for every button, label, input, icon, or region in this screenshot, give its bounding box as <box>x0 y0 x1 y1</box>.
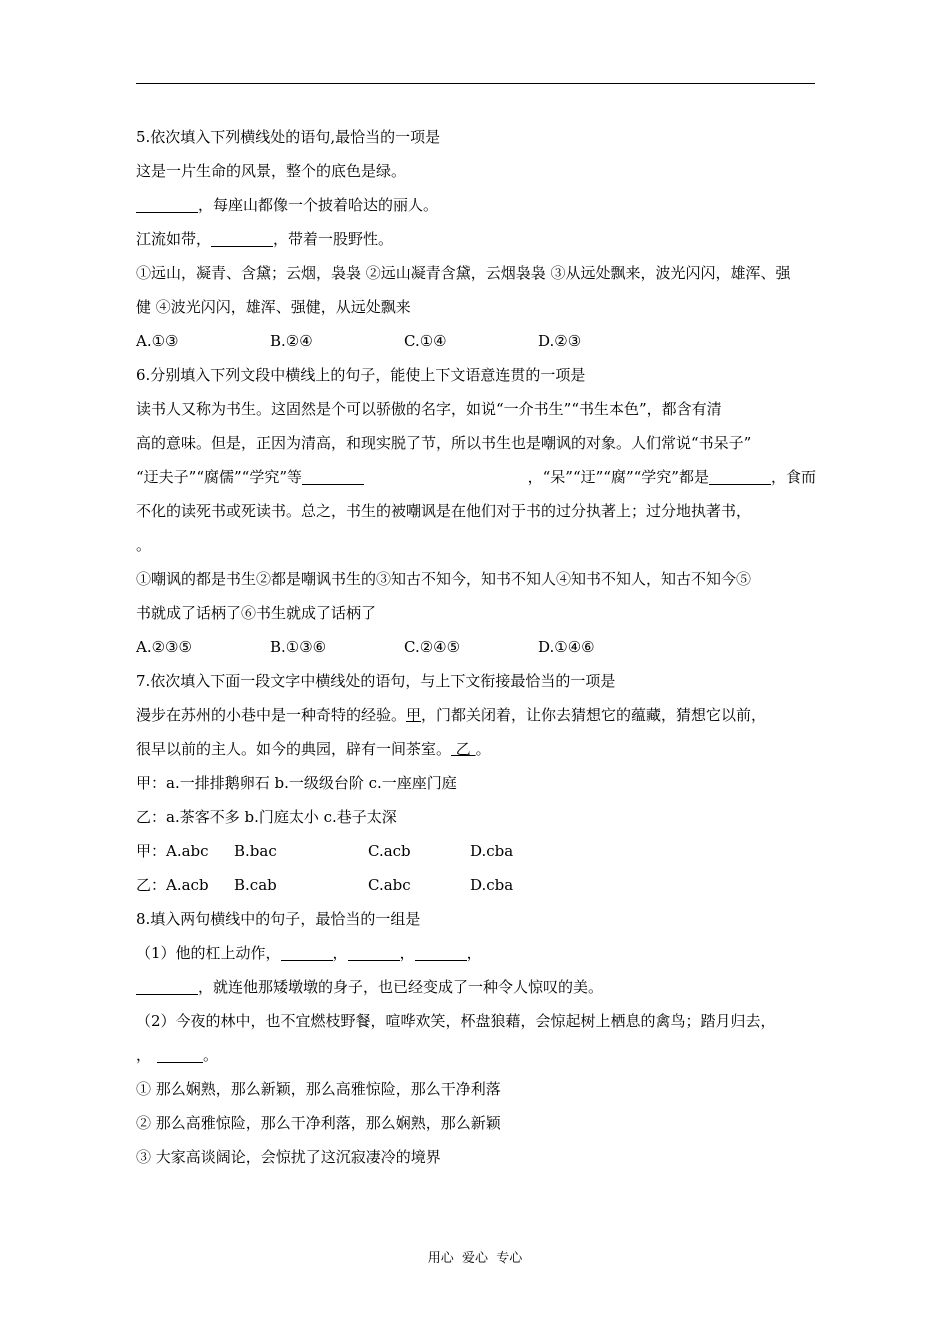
blank <box>348 942 400 961</box>
q8-line-4: ， 。 <box>136 1046 219 1064</box>
page-content <box>136 120 816 1174</box>
q8-choice-1: ① 那么娴熟，那么新颖，那么高雅惊险，那么干净利落 <box>136 1080 501 1098</box>
blank <box>415 942 467 961</box>
option-a: 甲：A.abc <box>136 842 209 860</box>
q5-line-4: ①远山，凝青、含黛；云烟，袅袅 ②远山凝青含黛，云烟袅袅 ③从远处飘来，波光闪闪，雄浑、强 <box>136 264 791 282</box>
blank <box>136 976 198 995</box>
option-b: B.cab <box>234 876 277 894</box>
blank <box>281 942 333 961</box>
q8-title: 8.填入两句横线中的句子，最恰当的一组是 <box>136 910 421 928</box>
option-b: B.bac <box>234 842 277 860</box>
blank <box>136 194 198 213</box>
q5-options <box>136 324 816 358</box>
q7-title: 7.依次填入下面一段文字中横线处的语句，与上下文衔接最恰当的一项是 <box>136 672 616 690</box>
q7-yi: 乙：a.茶客不多 b.门庭太小 c.巷子太深 <box>136 808 397 826</box>
q7-jia: 甲：a.一排排鹅卵石 b.一级级台阶 c.一座座门庭 <box>136 774 457 792</box>
option-c: C.①④ <box>404 332 447 350</box>
page-footer: 用心 爱心 专心 <box>427 1251 523 1266</box>
blank <box>211 228 273 247</box>
q7-jia-options <box>136 834 816 868</box>
option-c: C.abc <box>368 876 411 894</box>
option-d: D.①④⑥ <box>538 638 595 656</box>
option-c: C.②④⑤ <box>404 638 461 656</box>
q6-options <box>136 630 816 664</box>
q5-line-2: ，每座山都像一个披着哈达的丽人。 <box>136 188 816 222</box>
blank <box>709 466 771 485</box>
q8-line-1: （1）他的杠上动作， ， ， ， <box>136 944 482 962</box>
option-d: D.cba <box>470 876 514 894</box>
q6-line-2: 高的意味。但是，正因为清高，和现实脱了节，所以书生也是嘲讽的对象。人们常说“书呆子” <box>136 434 752 452</box>
q6-line-3: “迂夫子”“腐儒”“学究”等 ，“呆”“迂”“腐”“学究”都是 ，食而 <box>136 468 816 486</box>
blank <box>302 466 364 485</box>
q5-line-5: 健 ④波光闪闪，雄浑、强健，从远处飘来 <box>136 298 411 316</box>
q6-line-1: 读书人又称为书生。这固然是个可以骄傲的名字，如说“一介书生”“书生本色”，都含有清 <box>136 400 722 418</box>
q8-line-3: （2）今夜的林中，也不宜燃枝野餐，喧哗欢笑，杯盘狼藉，会惊起树上栖息的禽鸟；踏月归去， <box>136 1012 776 1030</box>
option-d: D.②③ <box>538 332 582 350</box>
q8-line-2: ，就连他那矮墩墩的身子，也已经变成了一种令人惊叹的美。 <box>136 970 816 1004</box>
q7-line-1: 漫步在苏州的小巷中是一种奇特的经验。甲，门都关闭着，让你去猜想它的蕴藏，猜想它以前， <box>136 706 767 724</box>
q8-choice-2: ② 那么高雅惊险，那么干净利落，那么娴熟，那么新颖 <box>136 1114 501 1132</box>
option-d: D.cba <box>470 842 514 860</box>
option-b: B.①③⑥ <box>270 638 327 656</box>
q5-line-3: 江流如带， ，带着一股野性。 <box>136 230 394 248</box>
q7-yi-options <box>136 868 816 902</box>
q7-line-2: 很早以前的主人。如今的典园，辟有一间茶室。 乙 。 <box>136 740 491 758</box>
option-b: B.②④ <box>270 332 313 350</box>
option-a: A.①③ <box>136 332 179 350</box>
option-a: A.②③⑤ <box>136 638 192 656</box>
q8-choice-3: ③ 大家高谈阔论，会惊扰了这沉寂凄冷的境界 <box>136 1148 441 1166</box>
q6-line-7: 书就成了话柄了⑥书生就成了话柄了 <box>136 604 377 622</box>
q6-line-6: ①嘲讽的都是书生②都是嘲讽书生的③知古不知今，知书不知人④知书不知人，知古不知今⑤ <box>136 570 752 588</box>
blank <box>157 1044 203 1063</box>
q6-line-4: 不化的读死书或死读书。总之，书生的被嘲讽是在他们对于书的过分执著上；过分地执著书， <box>136 502 752 520</box>
q5-line-1: 这是一片生命的风景，整个的底色是绿。 <box>136 162 407 180</box>
q6-line-5: 。 <box>136 536 152 554</box>
option-a: 乙：A.acb <box>136 876 209 894</box>
q6-title: 6.分别填入下列文段中横线上的句子，能使上下文语意连贯的一项是 <box>136 366 586 384</box>
q5-title: 5.依次填入下列横线处的语句,最恰当的一项是 <box>136 128 441 146</box>
option-c: C.acb <box>368 842 411 860</box>
header-rule <box>136 83 815 84</box>
